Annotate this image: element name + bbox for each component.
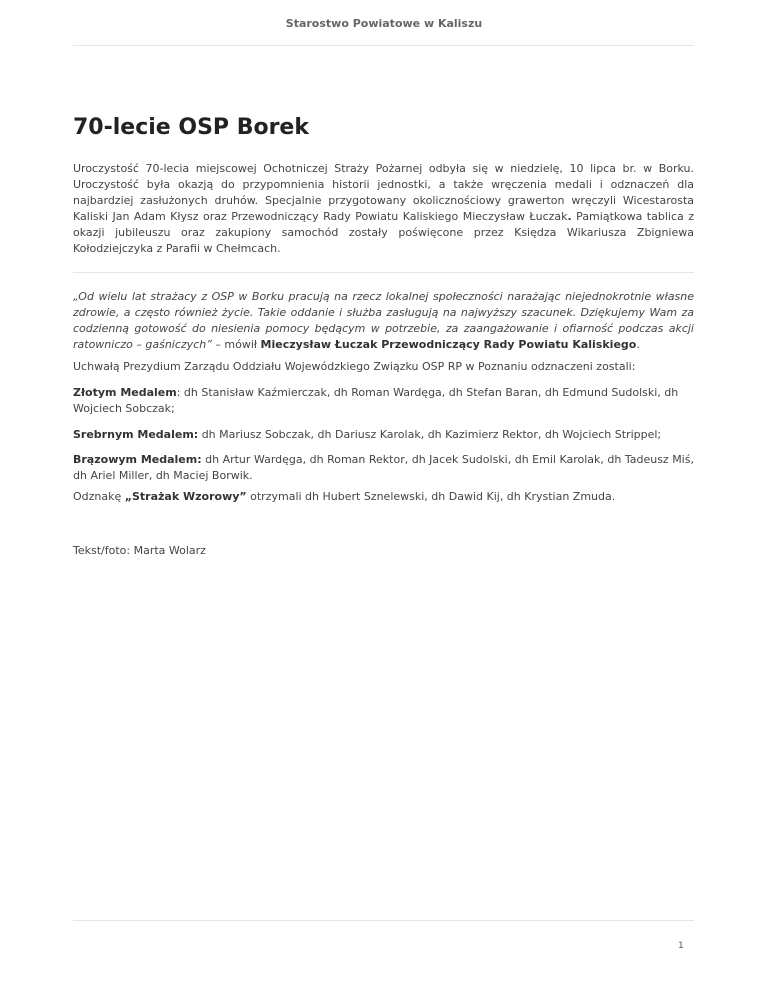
gold-medal-label: Złotym Medalem xyxy=(73,386,177,399)
bronze-medal-paragraph xyxy=(73,452,694,484)
badge-paragraph xyxy=(73,489,694,505)
section-divider xyxy=(73,272,694,273)
footer-divider xyxy=(73,920,694,921)
intro-continuation: Pamiątkowa tablica z okazji jubileuszu oraz zakupiony samochód zostały poświęcone przez Księdza Wikariusza Zbigniewa Kołodziejczyka z Parafii w Chełmcach. xyxy=(73,210,694,255)
intro-dot: . xyxy=(567,210,572,223)
silver-medal-names: dh Mariusz Sobczak, dh Dariusz Karolak, dh Kazimierz Rektor, dh Wojciech Strippel; xyxy=(198,428,662,441)
gold-medal-names: : dh Stanisław Kaźmierczak, dh Roman Wardęga, dh Stefan Baran, dh Edmund Sudolski, dh Wojciech Sobczak; xyxy=(73,386,679,415)
intro-text: Uroczystość 70-lecia miejscowej Ochotniczej Straży Pożarnej odbyła się w niedzielę, 10 lipca br. w Borku. Uroczystość była okazją do przypomnienia historii jednostki, a także wręczenia medali i odznaczeń dla najbardziej zasłużonych druhów. Specjalnie przygotowany okolicznościowy grawerton wręczyli Wicestarosta Kaliski Jan Adam Kłysz oraz Przewodniczący Rady Powiatu Kaliskiego Mieczysław Łuczak xyxy=(73,162,694,223)
quote-author: Mieczysław Łuczak Przewodniczący Rady Powiatu Kaliskiego xyxy=(260,338,637,351)
article-credit: Tekst/foto: Marta Wolarz xyxy=(73,544,206,557)
resolution-text: Uchwałą Prezydium Zarządu Oddziału Wojewódzkiego Związku OSP RP w Poznaniu odznaczeni zostali: xyxy=(73,360,636,373)
silver-medal-paragraph xyxy=(73,427,694,443)
quote-end: . xyxy=(636,338,640,351)
bronze-medal-label: Brązowym Medalem: xyxy=(73,453,202,466)
quote-text: „Od wielu lat strażacy z OSP w Borku pracują na rzecz lokalnej społeczności narażając niejednokrotnie własne zdrowie, a często również życie. Takie oddanie i służba zasługują na najwyższy szacunek. Dziękujemy Wam za codzienną gotowość do niesienia pomocy będącym w potrzebie, za zaangażowanie i ofiarność podczas akcji ratowniczo – gaśniczych” xyxy=(73,290,694,351)
page-number: 1 xyxy=(678,941,684,951)
badge-name: „Strażak Wzorowy” xyxy=(124,490,247,503)
bronze-medal-names: dh Artur Wardęga, dh Roman Rektor, dh Jacek Sudolski, dh Emil Karolak, dh Tadeusz Miś, dh Ariel Miller, dh Maciej Borwik. xyxy=(73,453,694,482)
badge-recipients: otrzymali dh Hubert Sznelewski, dh Dawid Kij, dh Krystian Zmuda. xyxy=(246,490,616,503)
quote-said: – mówił xyxy=(211,338,261,351)
badge-prefix: Odznakę xyxy=(73,490,125,503)
gold-medal-paragraph xyxy=(73,385,694,417)
silver-medal-label: Srebrnym Medalem: xyxy=(73,428,199,441)
article-intro xyxy=(73,161,694,257)
site-header: Starostwo Powiatowe w Kaliszu xyxy=(285,17,483,30)
article-title: 70-lecie OSP Borek xyxy=(73,115,309,140)
header-divider xyxy=(73,45,694,46)
article-quote xyxy=(73,289,694,353)
